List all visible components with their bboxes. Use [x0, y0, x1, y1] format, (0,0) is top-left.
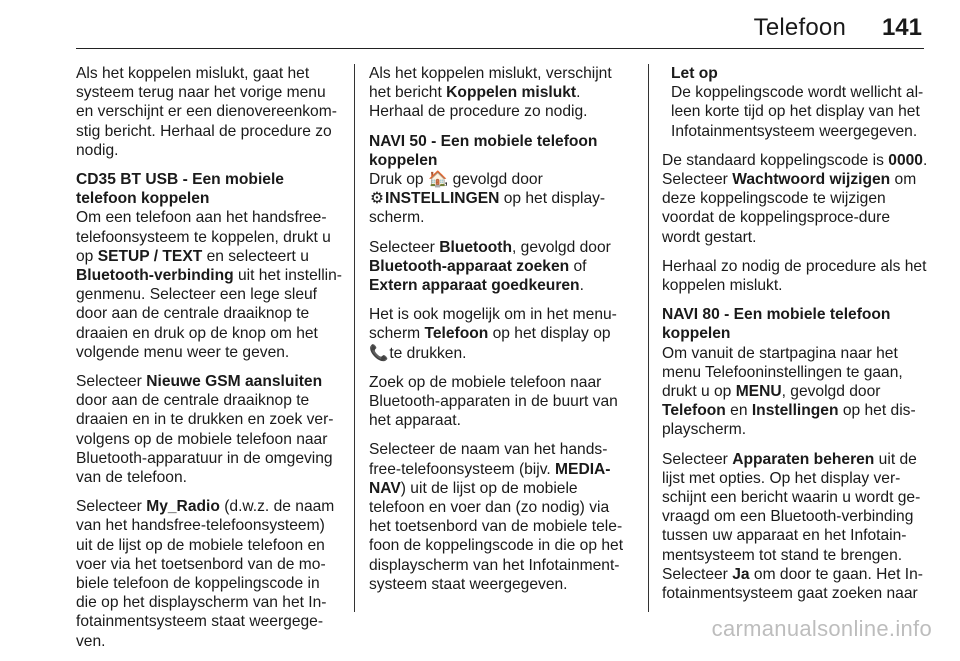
gear-icon: ⚙ [370, 190, 384, 208]
column-left [76, 64, 342, 661]
paragraph: Herhaal zo nodig de procedure als het koppelen mislukt. [662, 257, 927, 295]
page-title: Telefoon [753, 14, 846, 41]
column-divider [648, 64, 649, 612]
paragraph: Als het koppelen mislukt, verschijnt het bericht Koppelen mislukt. Herhaal de procedure zo nodig. [369, 65, 612, 121]
column-divider [354, 64, 355, 612]
note-text: De koppelingscode wordt wellicht al-leen korte tijd op het display van het Infotainmentsysteem weergegeven. [671, 84, 924, 140]
page-number: 141 [881, 14, 922, 41]
page-header [76, 0, 924, 49]
paragraph: Het is ook mogelijk om in het menu-scherm Telefoon op het display op 📞 te drukken. [369, 306, 617, 362]
paragraph: De standaard koppelingscode is 0000. Selecteer Wachtwoord wijzigen om deze koppelingscode te wijzigen voordat de koppelingsproce-dure wordt gestart. [662, 151, 928, 246]
section-heading: NAVI 50 - Een mobiele telefoon koppelen [369, 132, 598, 169]
paragraph: Selecteer Apparaten beheren uit de lijst met opties. Op het display ver-schijnt een bericht waarin u wordt ge-vraagd om een Bluetooth-verbinding tussen uw apparaat en het Infotain-mentsysteem tot stand te brengen. Selecteer Ja om door te gaan. Het In-fotainmentsysteem gaat zoeken naar [662, 450, 923, 603]
note-box [662, 64, 928, 141]
column-middle [369, 64, 635, 604]
section-heading: NAVI 80 - Een mobiele telefoon koppelen [662, 306, 891, 343]
paragraph: Zoek op de mobiele telefoon naar Bluetooth-apparaten in de buurt van het apparaat. [369, 373, 618, 430]
watermark: carmanualsonline.info [711, 616, 932, 641]
paragraph: Om vanuit de startpagina naar het menu Telefooninstellingen te gaan, drukt u op MENU, gevolgd door Telefoon en Instellingen op het dis-playscherm. [662, 344, 916, 439]
section-heading: CD35 BT USB - Een mobiele telefoon koppelen [76, 171, 284, 208]
paragraph: Selecteer Nieuwe GSM aansluiten door aan de centrale draaiknop te draaien en in te drukken en zoek ver-volgens op de mobiele telefoon naar Bluetooth-apparatuur in de omgeving van de telefoon. [76, 373, 334, 487]
paragraph: Als het koppelen mislukt, gaat het systeem terug naar het vorige menu en verschijnt er een dienovereenkom-stig bericht. Herhaal de procedure zo nodig. [76, 65, 337, 159]
paragraph: Druk op 🏠, gevolgd door ⚙INSTELLINGEN op het display-scherm. [369, 171, 606, 227]
paragraph: Selecteer Bluetooth, gevolgd door Bluetooth-apparaat zoeken of Extern apparaat goedkeuren. [369, 238, 611, 295]
paragraph: Selecteer de naam van het hands-free-telefoonsysteem (bijv. MEDIA-NAV) uit de lijst op de mobiele telefoon en voer dan (zo nodig) via het toetsenbord van de mobiele tele-foon de koppelingscode in die op het displayscherm van het Infotainment-systeem staat weergegeven. [369, 441, 624, 593]
paragraph: Selecteer My_Radio (d.w.z. de naam van het handsfree-telefoonsysteem) uit de lijst op de mobiele telefoon en voer via het toetsenbord van de mo-biele telefoon de koppelingscode in die op het displayscherm van het In-fotainmentsysteem staat weergege-ven. [76, 498, 335, 650]
paragraph: Om een telefoon aan het handsfree-telefoonsysteem te koppelen, drukt u op SETUP / TEXT en selecteert u Bluetooth-verbinding uit het instellin-genmenu. Selecteer een lege sleuf door aan de centrale draaiknop te draaien en druk op de knop om het volgende menu weer te geven. [76, 209, 342, 361]
note-title: Let op [671, 65, 718, 82]
home-icon: 🏠 [427, 171, 448, 189]
phone-icon: 📞 [369, 344, 389, 362]
column-right [662, 64, 928, 613]
